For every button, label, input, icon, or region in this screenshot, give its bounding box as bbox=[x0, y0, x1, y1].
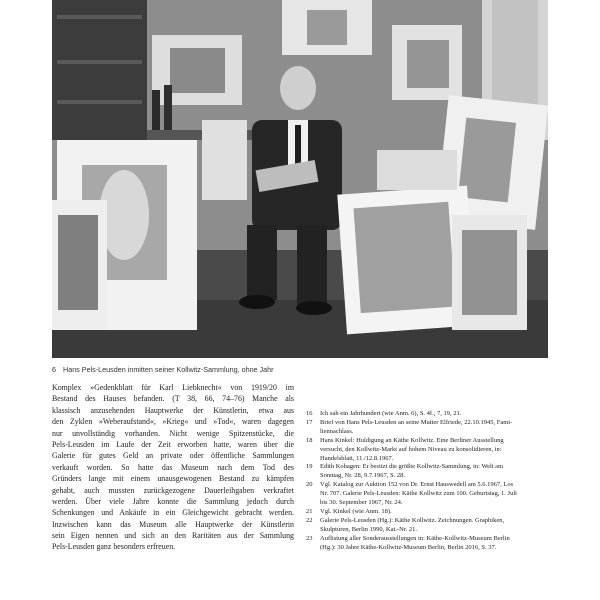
footnote-number: 22 bbox=[306, 516, 313, 524]
footnote-text: Sonntag, Nr. 28, 9.7.1967, S. 28. bbox=[320, 472, 406, 480]
body-paragraph bbox=[52, 382, 294, 553]
body-line: sein Eigen nennen und sich an den Raritäten aus der Sammlung bbox=[52, 531, 294, 541]
body-line: Pels-Leusden ganz besonders erfreuen. bbox=[52, 542, 176, 552]
footnote-text: Auflistung aller Sonderausstellungen in: Käthe-Kollwitz-Museum Berlin bbox=[320, 534, 510, 542]
footnote-number: 21 bbox=[306, 507, 313, 515]
body-line: gehabt, auch mussten zurückgezogene Dauerleihgaben verkraftet bbox=[52, 485, 294, 495]
footnote-text: versucht, den Kollwitz-Markt auf hohem Niveau zu konsolidieren, in: bbox=[320, 445, 502, 453]
collection-photo bbox=[52, 0, 548, 358]
footnote-number: 23 bbox=[306, 534, 313, 542]
footnote-text: Edith Kohagen: Er besitzt die größte Kollwitz-Sammlung, in: Welt am bbox=[320, 463, 504, 471]
body-line: Gründers lange mit einem unausgewogenen Bestand zu kämpfen bbox=[52, 474, 294, 484]
footnote-text: Vgl. Katalog zur Auktion 152 von Dr. Ernst Hauswedell am 5.6.1967, Los bbox=[320, 481, 514, 489]
footnote-text: bis 30. September 1967, Nr. 24. bbox=[320, 499, 403, 507]
body-line: nur unvollständig vorhanden. Nicht wenige Spitzenstücke, die bbox=[52, 428, 294, 438]
body-line: werden. Über viele Jahre konnte die Sammlung jedoch durch bbox=[52, 496, 294, 506]
footnote-text: Ich sah ein Jahrhundert (wie Anm. 6), S. 4f., 7, 19, 21. bbox=[320, 410, 462, 417]
body-line: Komplex »Gedenkblatt für Karl Liebknecht« von 1919/20 im bbox=[52, 383, 294, 392]
footnote-number: 20 bbox=[306, 481, 313, 489]
footnote-text: liennachlass. bbox=[320, 427, 354, 435]
footnote-text: Brief von Hans Pels-Leusden an seine Mutter Elfriede, 22.10.1945, Fami- bbox=[320, 418, 513, 426]
body-line: Inzwischen kann das Museum alle Hauptwerke der Künstlerin bbox=[52, 519, 294, 529]
body-line: verkauft worden. So hatte das Museum nach dem Tod des bbox=[52, 462, 294, 472]
footnote-22 bbox=[306, 517, 548, 535]
footnote-number: 19 bbox=[306, 463, 313, 471]
body-line: Pels-Leusden im Laufe der Zeit erworben hatte, waren über die bbox=[52, 439, 294, 449]
footnotes bbox=[306, 410, 548, 553]
footnote-text: (Hg.): 30 Jahre Käthe-Kollwitz-Museum Berlin, Berlin 2016, S. 37. bbox=[320, 543, 497, 551]
footnote-number: 16 bbox=[306, 410, 313, 417]
footnote-20 bbox=[306, 481, 548, 508]
body-line: Galerie für gutes Geld an private oder öffentliche Sammlungen bbox=[52, 451, 294, 461]
caption-text: Hans Pels-Leusden inmitten seiner Kollwitz-Sammlung, ohne Jahr bbox=[63, 365, 274, 374]
footnote-text: Galerie Pels-Leusden (Hg.): Käthe Kollwitz. Zeichnungen. Graphiken, bbox=[320, 516, 505, 524]
footnote-text: Handelsblatt, 11./12.8.1967. bbox=[320, 454, 394, 462]
footnote-text: Vgl. Kinkel (wie Anm. 18). bbox=[320, 507, 392, 515]
footnote-23 bbox=[306, 535, 548, 553]
body-line: Bestand des Hauses befanden. (T 38, 66, 74–76) Manche als bbox=[52, 394, 294, 404]
footnote-21 bbox=[306, 508, 548, 517]
photo-caption bbox=[52, 365, 548, 374]
body-line: klassisch anzusehenden Hauptwerke der Künstlerin, etwa aus bbox=[52, 405, 294, 415]
photo-illustration bbox=[52, 0, 548, 358]
footnote-number: 18 bbox=[306, 436, 313, 444]
footnote-19 bbox=[306, 463, 548, 481]
footnote-17 bbox=[306, 419, 548, 437]
footnote-16 bbox=[306, 410, 548, 419]
footnote-18 bbox=[306, 437, 548, 464]
footnote-text: Skulpturen, Berlin 1990, Kat.-Nr. 21. bbox=[320, 525, 417, 533]
caption-number: 6 bbox=[52, 365, 56, 374]
body-line: Schenkungen und Ankäufe in ein Gleichgewicht gebracht werden. bbox=[52, 508, 294, 518]
footnote-text: Nr. 707. Galerie Pels-Leusden: Käthe Kollwitz zum 100. Geburtstag, 1. Juli bbox=[320, 490, 517, 498]
body-line: den Zyklen »Weberaufstand«, »Krieg« und »Tod«, waren dagegen bbox=[52, 417, 294, 427]
footnote-number: 17 bbox=[306, 418, 313, 426]
footnote-text: Hans Kinkel: Huldigung an Käthe Kollwitz. Eine Berliner Ausstellung bbox=[320, 436, 504, 444]
